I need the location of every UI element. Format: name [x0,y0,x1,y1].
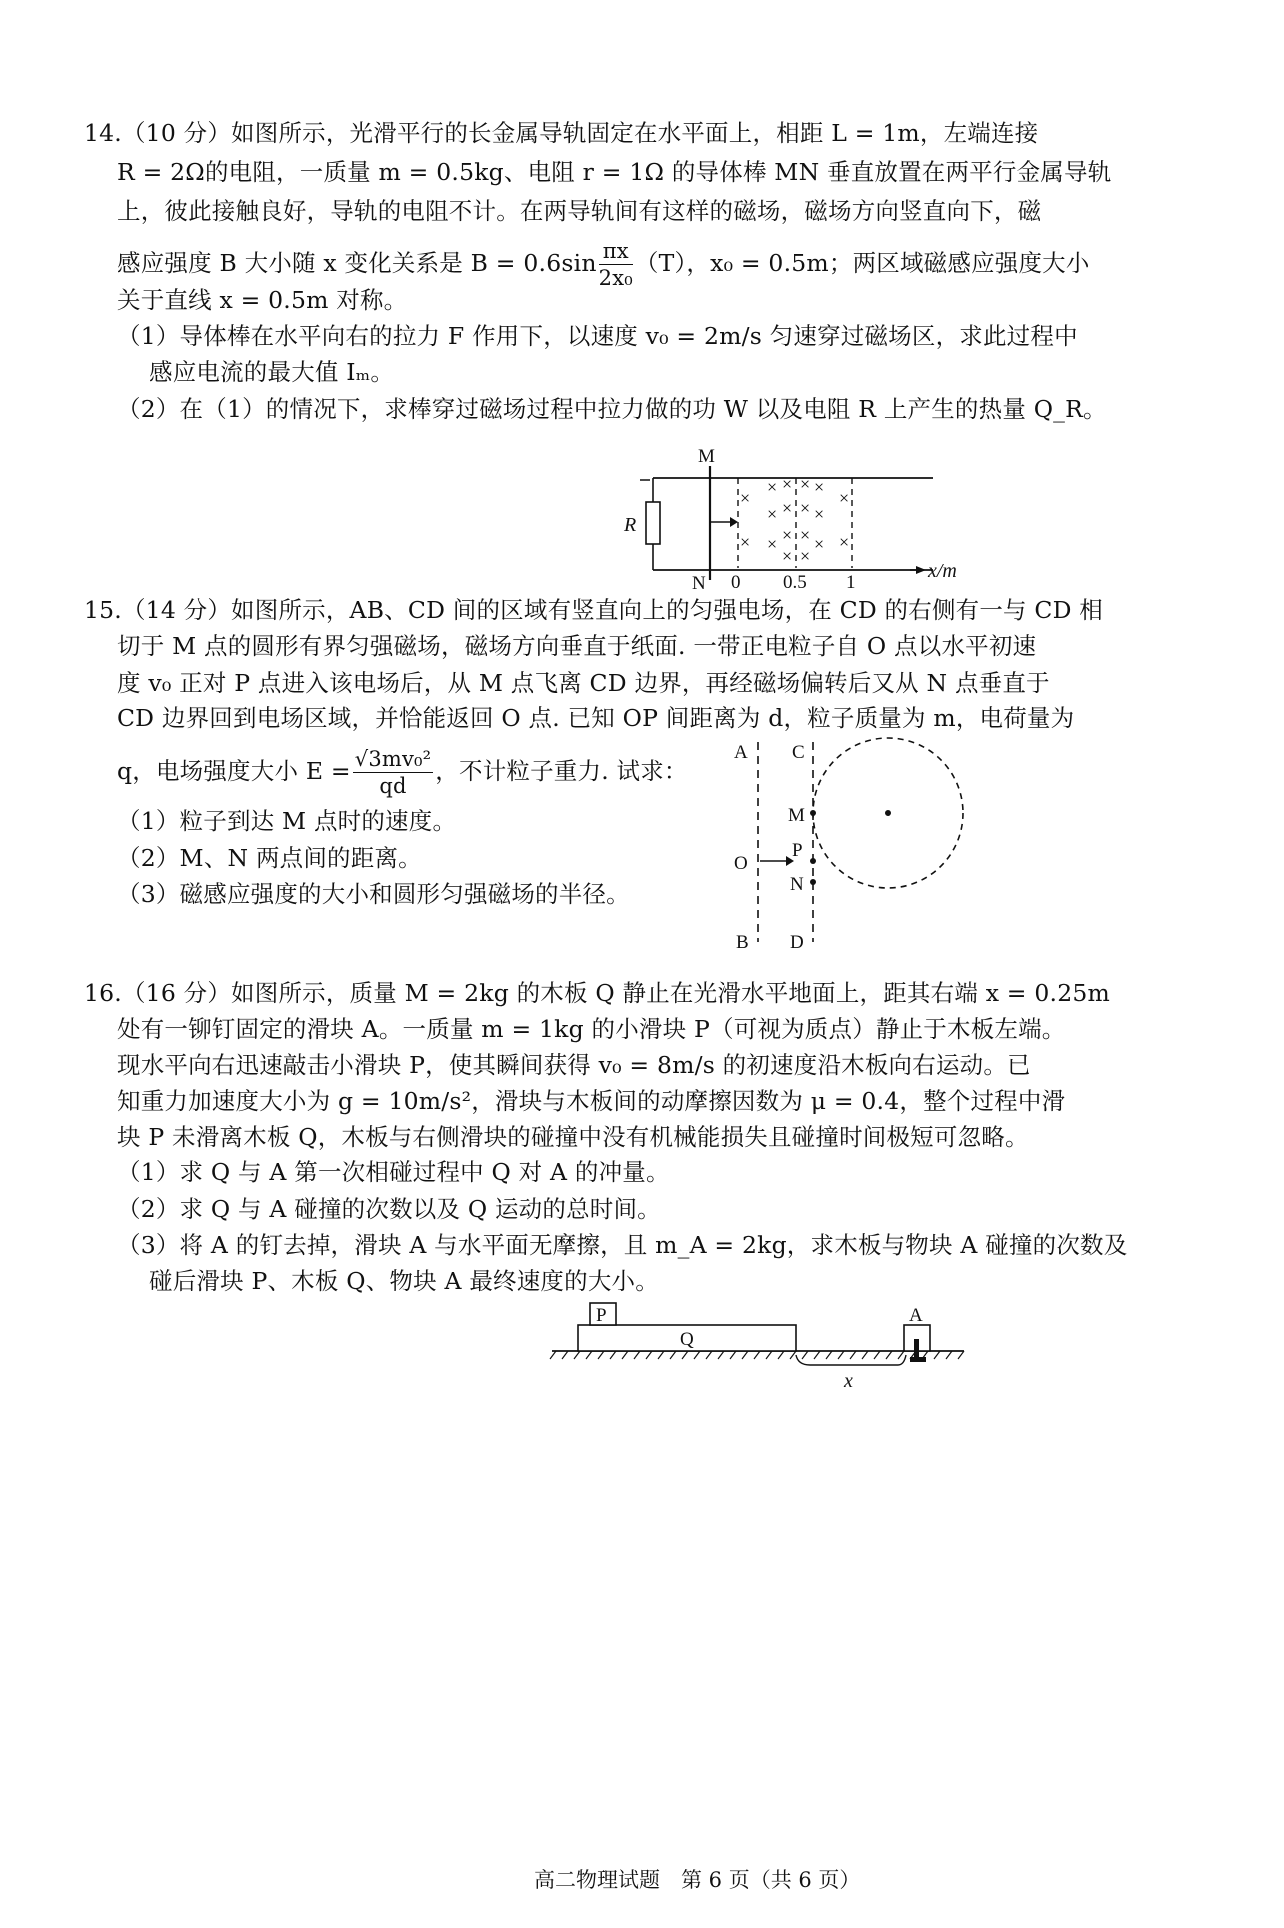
svg-text:×: × [782,525,793,545]
svg-text:×: × [767,504,778,524]
q15-point-P [810,858,816,864]
q15-part-2: （2）M、N 两点间的距离。 [117,844,422,872]
q14-label-N: N [692,573,706,590]
q14-resistor [646,502,660,544]
q14-label-M: M [698,446,715,467]
q16-line-1: 16.（16 分）如图所示，质量 M = 2kg 的木板 Q 静止在光滑水平地面上，距其右端 x = 0.25m [84,979,1110,1007]
q15-point-N [810,879,816,885]
q15-label-N: N [790,874,804,895]
svg-text:×: × [767,477,778,497]
q14-label-R: R [624,514,637,536]
svg-text:×: × [800,498,811,518]
q15-label-P: P [792,840,803,861]
q16-line-2: 处有一铆钉固定的滑块 A。一质量 m = 1kg 的小滑块 P（可视为质点）静止于木板左端。 [117,1015,1066,1043]
q15-line-2: 切于 M 点的圆形有界匀强磁场，磁场方向垂直于纸面. 一带正电粒子自 O 点以水平初速 [117,632,1037,660]
svg-text:×: × [740,488,751,508]
q14-tick-05: 0.5 [783,572,807,590]
svg-text:×: × [782,474,793,494]
q14-fraction-numerator: πx [599,238,633,265]
svg-text:×: × [800,546,811,566]
svg-text:×: × [782,546,793,566]
q16-part-2: （2）求 Q 与 A 碰撞的次数以及 Q 运动的总时间。 [117,1195,661,1223]
svg-text:×: × [800,525,811,545]
q16-figure [548,1295,968,1395]
q15-point-M [810,810,816,816]
q14-line-4 [117,233,1090,293]
q14-tick-1: 1 [846,572,856,590]
q15-line-5-post: ，不计粒子重力. 试求： [435,757,688,785]
q16-distance-brace [796,1355,906,1365]
q15-part-1: （1）粒子到达 M 点时的速度。 [117,807,457,835]
q14-fraction [599,238,633,291]
q14-figure [600,440,1030,590]
q14-part-2: （2）在（1）的情况下，求棒穿过磁场过程中拉力做的功 W 以及电阻 R 上产生的热量 Q_R。 [117,395,1107,423]
q14-line-1: 14.（10 分）如图所示，光滑平行的长金属导轨固定在水平面上，相距 L = 1m，左端连接 [84,119,1039,147]
q15-circle-center [885,810,891,816]
q16-line-5: 块 P 未滑离木板 Q，木板与右侧滑块的碰撞中没有机械能损失且碰撞时间极短可忽略。 [117,1123,1029,1151]
q16-line-3: 现水平向右迅速敲击小滑块 P，使其瞬间获得 v₀ = 8m/s 的初速度沿木板向右运动。已 [117,1051,1031,1079]
q15-fraction-numerator: √3mv₀² [354,747,432,771]
q15-label-C: C [792,742,805,763]
q16-line-4: 知重力加速度大小为 g = 10m/s²，滑块与木板间的动摩擦因数为 μ = 0.4，整个过程中滑 [117,1087,1066,1115]
q14-axis-label: x/m [928,560,957,582]
q14-line-4-pre: 感应强度 B 大小随 x 变化关系是 B = 0.6sin [117,249,597,277]
q16-part-3a: （3）将 A 的钉去掉，滑块 A 与水平面无摩擦，且 m_A = 2kg，求木板与物块 A 碰撞的次数及 [117,1231,1128,1259]
q14-magnetic-field-crosses [740,474,849,566]
q14-fraction-denominator: 2x₀ [598,266,633,290]
q14-line-5: 关于直线 x = 0.5m 对称。 [117,286,408,314]
svg-text:×: × [814,504,825,524]
svg-text:×: × [814,477,825,497]
q15-line-5 [117,740,688,802]
q16-part-3b: 碰后滑块 P、木板 Q、物块 A 最终速度的大小。 [149,1267,659,1295]
page-footer: 高二物理试题 第 6 页（共 6 页） [534,1868,861,1892]
q16-ground-hatching [550,1351,964,1359]
q16-label-x: x [844,1370,853,1392]
q15-part-3: （3）磁感应强度的大小和圆形匀强磁场的半径。 [117,880,630,908]
q14-line-2: R = 2Ω的电阻，一质量 m = 0.5kg、电阻 r = 1Ω 的导体棒 MN 垂直放置在两平行金属导轨 [117,158,1112,186]
q14-x-axis-arrow [916,566,926,574]
svg-text:×: × [767,534,778,554]
q15-label-B: B [736,932,749,952]
q15-line-3: 度 v₀ 正对 P 点进入该电场后，从 M 点飞离 CD 边界，再经磁场偏转后又从 N 点垂直于 [117,669,1050,697]
q15-line-5-pre: q，电场强度大小 E = [117,757,351,785]
svg-text:×: × [740,532,751,552]
svg-text:×: × [839,532,850,552]
q15-line-4: CD 边界回到电场区域，并恰能返回 O 点. 已知 OP 间距离为 d，粒子质量为 m，电荷量为 [117,704,1075,732]
q15-label-A: A [734,742,748,763]
q15-label-O: O [734,853,748,874]
q16-part-1: （1）求 Q 与 A 第一次相碰过程中 Q 对 A 的冲量。 [117,1158,670,1186]
svg-text:×: × [800,474,811,494]
q14-tick-0: 0 [731,572,741,590]
q14-part-1a: （1）导体棒在水平向右的拉力 F 作用下，以速度 v₀ = 2m/s 匀速穿过磁场区，求此过程中 [117,322,1078,350]
svg-text:×: × [814,534,825,554]
q16-label-P: P [596,1305,607,1326]
q16-label-Q: Q [680,1329,694,1350]
q16-label-A: A [909,1305,923,1326]
q15-line-1: 15.（14 分）如图所示，AB、CD 间的区域有竖直向上的匀强电场，在 CD 的右侧有一与 CD 相 [84,596,1104,624]
q15-fraction [353,746,434,799]
q14-line-3: 上，彼此接触良好，导轨的电阻不计。在两导轨间有这样的磁场，磁场方向竖直向下，磁 [117,197,1042,225]
q15-fraction-denominator: qd [379,774,407,798]
q15-figure [728,730,984,952]
q15-label-D: D [790,932,804,952]
svg-text:×: × [782,498,793,518]
q14-line-4-post: （T），x₀ = 0.5m；两区域磁感应强度大小 [634,249,1090,277]
q14-part-1b: 感应电流的最大值 Iₘ。 [149,358,395,386]
svg-text:×: × [839,488,850,508]
q15-label-M: M [788,805,805,826]
